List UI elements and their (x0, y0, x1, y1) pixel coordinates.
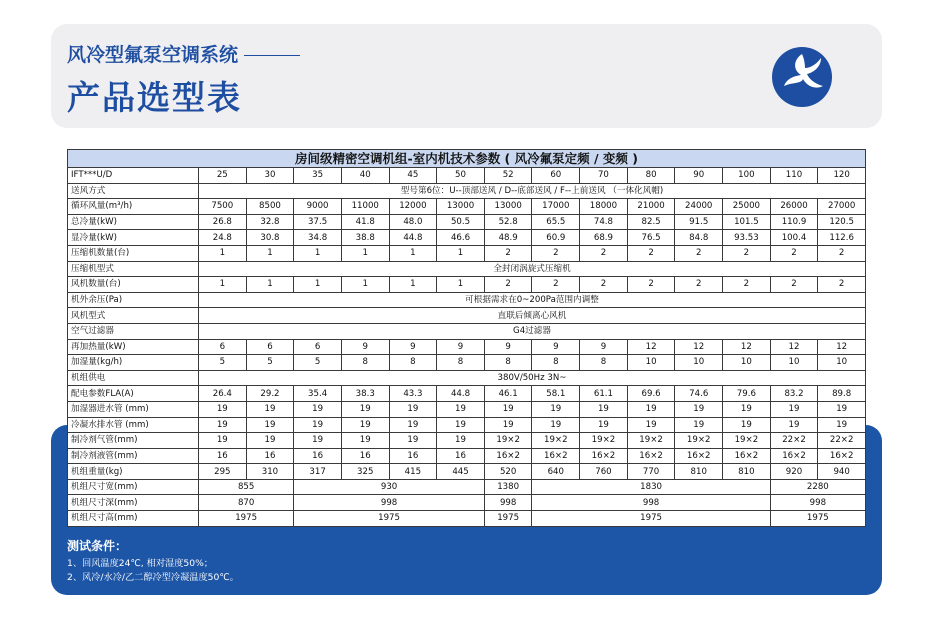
row-value: 19 (627, 417, 675, 433)
row-label: 压缩机型式 (68, 261, 199, 277)
table-row (68, 261, 866, 277)
table-row (68, 277, 866, 293)
row-label: 制冷剂液管(mm) (68, 448, 199, 464)
row-value: 12 (770, 339, 818, 355)
subtitle-rule (244, 55, 300, 56)
row-value: 520 (484, 464, 532, 480)
row-value: 8 (484, 355, 532, 371)
row-value: 445 (437, 464, 485, 480)
row-value: 13000 (437, 199, 485, 215)
row-value: 6 (199, 339, 247, 355)
row-value: 76.5 (627, 230, 675, 246)
dimension-row (68, 495, 866, 511)
row-value: 8500 (246, 199, 294, 215)
row-value: 35.4 (294, 386, 342, 402)
table-row (68, 464, 866, 480)
row-value: 16×2 (627, 448, 675, 464)
row-value: 19 (341, 417, 389, 433)
row-value: 21000 (627, 199, 675, 215)
row-value: 325 (341, 464, 389, 480)
row-value: 9 (437, 339, 485, 355)
row-label: 风机型式 (68, 308, 199, 324)
row-value: 19 (580, 417, 628, 433)
row-value: 19×2 (627, 433, 675, 449)
table-row (68, 245, 866, 261)
table-row (68, 292, 866, 308)
row-value: 101.5 (723, 214, 771, 230)
row-label: 机组尺寸深(mm) (68, 495, 199, 511)
row-label: 配电参数FLA(A) (68, 386, 199, 402)
row-value: 10 (818, 355, 866, 371)
row-value: 22×2 (770, 433, 818, 449)
row-value: 50.5 (437, 214, 485, 230)
row-value: 9 (484, 339, 532, 355)
row-value: 19 (580, 401, 628, 417)
row-value: 1 (341, 277, 389, 293)
table-title: 房间级精密空调机组-室内机技术参数 ( 风冷氟泵定频 / 变频 ) (68, 150, 866, 168)
row-value: 52.8 (484, 214, 532, 230)
row-value: 1 (199, 245, 247, 261)
row-value: 43.3 (389, 386, 437, 402)
row-span-value: 可根据需求在0~200Pa范围内调整 (199, 292, 866, 308)
row-value: 6 (246, 339, 294, 355)
company-logo-icon (771, 46, 833, 108)
model-cell: 120 (818, 168, 866, 184)
row-value: 8 (580, 355, 628, 371)
row-value: 2 (484, 277, 532, 293)
row-value: 19 (341, 433, 389, 449)
notes-heading: 测试条件： (67, 539, 128, 553)
row-value: 16×2 (484, 448, 532, 464)
row-value: 58.1 (532, 386, 580, 402)
row-value: 19 (389, 433, 437, 449)
model-cell: 60 (532, 168, 580, 184)
row-value: 19 (246, 417, 294, 433)
dimension-value: 1380 (484, 479, 532, 495)
row-value: 810 (675, 464, 723, 480)
row-value: 19 (723, 401, 771, 417)
test-conditions (67, 537, 239, 585)
row-value: 16 (199, 448, 247, 464)
row-value: 7500 (199, 199, 247, 215)
row-value: 19 (294, 417, 342, 433)
table-row (68, 199, 866, 215)
row-label: 机组重量(kg) (68, 464, 199, 480)
row-value: 9 (532, 339, 580, 355)
table-row (68, 230, 866, 246)
row-value: 2 (818, 245, 866, 261)
row-value: 16 (389, 448, 437, 464)
table-row (68, 370, 866, 386)
row-value: 1 (294, 245, 342, 261)
row-value: 2 (627, 277, 675, 293)
row-value: 12 (723, 339, 771, 355)
row-value: 19 (818, 401, 866, 417)
row-value: 2 (580, 277, 628, 293)
row-value: 19 (484, 417, 532, 433)
dimension-value: 1975 (199, 511, 294, 527)
dimension-value: 998 (770, 495, 865, 511)
row-value: 12 (818, 339, 866, 355)
model-cell: 70 (580, 168, 628, 184)
dimension-value: 998 (294, 495, 485, 511)
row-value: 9 (580, 339, 628, 355)
row-value: 8 (437, 355, 485, 371)
row-value: 18000 (580, 199, 628, 215)
row-value: 9000 (294, 199, 342, 215)
row-value: 38.3 (341, 386, 389, 402)
row-value: 810 (723, 464, 771, 480)
row-value: 19 (294, 433, 342, 449)
row-value: 10 (723, 355, 771, 371)
row-label: 加湿器进水管 (mm) (68, 401, 199, 417)
row-span-value: G4过滤器 (199, 323, 866, 339)
row-value: 5 (199, 355, 247, 371)
row-value: 19 (389, 401, 437, 417)
row-value: 19 (437, 417, 485, 433)
row-value: 19×2 (580, 433, 628, 449)
dimension-value: 2280 (770, 479, 865, 495)
row-span-value: 直联后倾离心风机 (199, 308, 866, 324)
table-row (68, 448, 866, 464)
row-label: 机组尺寸高(mm) (68, 511, 199, 527)
table-row (68, 183, 866, 199)
row-value: 38.8 (341, 230, 389, 246)
dimension-value: 1975 (532, 511, 770, 527)
row-value: 10 (675, 355, 723, 371)
row-value: 16 (341, 448, 389, 464)
page-subtitle: 风冷型氟泵空调系统 (67, 40, 300, 67)
dimension-value: 998 (484, 495, 532, 511)
row-value: 27000 (818, 199, 866, 215)
row-value: 19 (484, 401, 532, 417)
row-value: 112.6 (818, 230, 866, 246)
row-value: 19 (627, 401, 675, 417)
row-value: 22×2 (818, 433, 866, 449)
table-row (68, 433, 866, 449)
row-label: 制冷剂气管(mm) (68, 433, 199, 449)
row-value: 19 (246, 433, 294, 449)
row-value: 89.8 (818, 386, 866, 402)
dimension-value: 930 (294, 479, 485, 495)
row-value: 12000 (389, 199, 437, 215)
row-value: 19 (199, 417, 247, 433)
row-value: 19 (199, 433, 247, 449)
row-value: 9 (389, 339, 437, 355)
row-value: 19 (199, 401, 247, 417)
row-value: 41.8 (341, 214, 389, 230)
row-label: 机组供电 (68, 370, 199, 386)
row-value: 19×2 (532, 433, 580, 449)
model-label: IFT***U/D (68, 168, 199, 184)
row-value: 2 (770, 277, 818, 293)
row-value: 2 (675, 277, 723, 293)
row-value: 16 (437, 448, 485, 464)
row-value: 16×2 (580, 448, 628, 464)
row-value: 2 (675, 245, 723, 261)
row-value: 16×2 (532, 448, 580, 464)
row-value: 1 (246, 245, 294, 261)
row-value: 19 (437, 433, 485, 449)
model-header-row (68, 168, 866, 184)
model-cell: 80 (627, 168, 675, 184)
row-value: 10 (627, 355, 675, 371)
dimension-value: 870 (199, 495, 294, 511)
row-value: 1 (294, 277, 342, 293)
row-value: 19 (437, 401, 485, 417)
row-value: 25000 (723, 199, 771, 215)
row-value: 8 (389, 355, 437, 371)
row-value: 1 (389, 277, 437, 293)
row-value: 83.2 (770, 386, 818, 402)
model-cell: 25 (199, 168, 247, 184)
row-value: 11000 (341, 199, 389, 215)
row-value: 13000 (484, 199, 532, 215)
note-item: 1、回风温度24℃, 相对湿度50%； (67, 558, 213, 569)
dimension-value: 1975 (484, 511, 532, 527)
row-value: 1 (437, 277, 485, 293)
row-value: 19 (532, 401, 580, 417)
row-value: 640 (532, 464, 580, 480)
row-value: 65.5 (532, 214, 580, 230)
row-value: 69.6 (627, 386, 675, 402)
row-value: 30.8 (246, 230, 294, 246)
row-value: 2 (627, 245, 675, 261)
row-value: 44.8 (389, 230, 437, 246)
row-value: 19×2 (484, 433, 532, 449)
row-value: 19 (246, 401, 294, 417)
row-value: 48.0 (389, 214, 437, 230)
row-value: 920 (770, 464, 818, 480)
table-row (68, 401, 866, 417)
row-label: 总冷量(kW) (68, 214, 199, 230)
row-value: 19 (770, 401, 818, 417)
row-value: 940 (818, 464, 866, 480)
row-label: 加湿量(kg/h) (68, 355, 199, 371)
row-span-value: 380V/50Hz 3N~ (199, 370, 866, 386)
dimension-value: 1830 (532, 479, 770, 495)
row-value: 16×2 (675, 448, 723, 464)
row-value: 310 (246, 464, 294, 480)
row-value: 84.8 (675, 230, 723, 246)
row-value: 91.5 (675, 214, 723, 230)
model-cell: 110 (770, 168, 818, 184)
row-value: 6 (294, 339, 342, 355)
row-value: 19×2 (723, 433, 771, 449)
row-value: 19 (675, 417, 723, 433)
row-value: 12 (675, 339, 723, 355)
row-value: 1 (246, 277, 294, 293)
row-value: 24000 (675, 199, 723, 215)
row-value: 19×2 (675, 433, 723, 449)
row-value: 120.5 (818, 214, 866, 230)
page-title: 产品选型表 (67, 78, 242, 117)
row-value: 317 (294, 464, 342, 480)
row-value: 1 (199, 277, 247, 293)
row-value: 19 (341, 401, 389, 417)
row-value: 79.6 (723, 386, 771, 402)
row-label: 冷凝水排水管 (mm) (68, 417, 199, 433)
row-value: 46.6 (437, 230, 485, 246)
dimension-row (68, 511, 866, 527)
row-value: 1 (437, 245, 485, 261)
row-value: 16 (294, 448, 342, 464)
row-value: 29.2 (246, 386, 294, 402)
row-label: 循环风量(m³/h) (68, 199, 199, 215)
row-value: 770 (627, 464, 675, 480)
row-value: 26.4 (199, 386, 247, 402)
row-value: 19 (389, 417, 437, 433)
model-cell: 30 (246, 168, 294, 184)
row-span-value: 全封闭涡旋式压缩机 (199, 261, 866, 277)
row-value: 1 (389, 245, 437, 261)
row-value: 32.8 (246, 214, 294, 230)
row-value: 37.5 (294, 214, 342, 230)
dimension-value: 1975 (770, 511, 865, 527)
row-value: 16×2 (723, 448, 771, 464)
row-value: 12 (627, 339, 675, 355)
row-value: 2 (532, 245, 580, 261)
table-row (68, 323, 866, 339)
model-cell: 90 (675, 168, 723, 184)
row-value: 74.6 (675, 386, 723, 402)
model-cell: 40 (341, 168, 389, 184)
table-row (68, 386, 866, 402)
row-value: 760 (580, 464, 628, 480)
row-value: 61.1 (580, 386, 628, 402)
row-value: 10 (770, 355, 818, 371)
table-row (68, 339, 866, 355)
row-value: 2 (484, 245, 532, 261)
row-label: 机外余压(Pa) (68, 292, 199, 308)
row-value: 16×2 (770, 448, 818, 464)
row-label: 显冷量(kW) (68, 230, 199, 246)
dimension-row (68, 479, 866, 495)
row-value: 44.8 (437, 386, 485, 402)
row-label: 再加热量(kW) (68, 339, 199, 355)
row-value: 93.53 (723, 230, 771, 246)
row-value: 2 (770, 245, 818, 261)
row-value: 2 (818, 277, 866, 293)
row-value: 19 (770, 417, 818, 433)
row-value: 46.1 (484, 386, 532, 402)
row-value: 2 (723, 277, 771, 293)
row-label: 空气过滤器 (68, 323, 199, 339)
row-value: 19 (818, 417, 866, 433)
dimension-value: 998 (532, 495, 770, 511)
row-value: 8 (532, 355, 580, 371)
table-row (68, 355, 866, 371)
dimension-value: 1975 (294, 511, 485, 527)
row-value: 26.8 (199, 214, 247, 230)
row-label: 机组尺寸宽(mm) (68, 479, 199, 495)
table-row (68, 214, 866, 230)
row-value: 19 (294, 401, 342, 417)
row-value: 17000 (532, 199, 580, 215)
row-value: 110.9 (770, 214, 818, 230)
row-value: 16×2 (818, 448, 866, 464)
row-value: 19 (723, 417, 771, 433)
row-value: 26000 (770, 199, 818, 215)
row-value: 19 (675, 401, 723, 417)
row-label: 风机数量(台) (68, 277, 199, 293)
row-value: 2 (723, 245, 771, 261)
row-value: 5 (246, 355, 294, 371)
row-value: 34.8 (294, 230, 342, 246)
model-cell: 35 (294, 168, 342, 184)
row-value: 1 (341, 245, 389, 261)
model-cell: 52 (484, 168, 532, 184)
note-item: 2、风冷/水冷/乙二醇冷型冷凝温度50℃。 (67, 572, 239, 583)
row-value: 68.9 (580, 230, 628, 246)
row-value: 8 (341, 355, 389, 371)
row-value: 19 (532, 417, 580, 433)
row-value: 9 (341, 339, 389, 355)
spec-table (67, 149, 866, 527)
row-value: 415 (389, 464, 437, 480)
row-value: 100.4 (770, 230, 818, 246)
row-value: 16 (246, 448, 294, 464)
table-row (68, 308, 866, 324)
dimension-value: 855 (199, 479, 294, 495)
table-row (68, 417, 866, 433)
row-value: 48.9 (484, 230, 532, 246)
table-title-row (68, 150, 866, 168)
model-cell: 45 (389, 168, 437, 184)
row-value: 2 (580, 245, 628, 261)
model-cell: 100 (723, 168, 771, 184)
row-label: 压缩机数量(台) (68, 245, 199, 261)
row-label: 送风方式 (68, 183, 199, 199)
row-value: 295 (199, 464, 247, 480)
row-value: 82.5 (627, 214, 675, 230)
row-value: 60.9 (532, 230, 580, 246)
row-value: 5 (294, 355, 342, 371)
row-value: 24.8 (199, 230, 247, 246)
row-value: 74.8 (580, 214, 628, 230)
row-value: 2 (532, 277, 580, 293)
row-span-value: 型号第6位：U--顶部送风 / D--底部送风 / F--上前送风 （一体化风帽) (199, 183, 866, 199)
model-cell: 50 (437, 168, 485, 184)
